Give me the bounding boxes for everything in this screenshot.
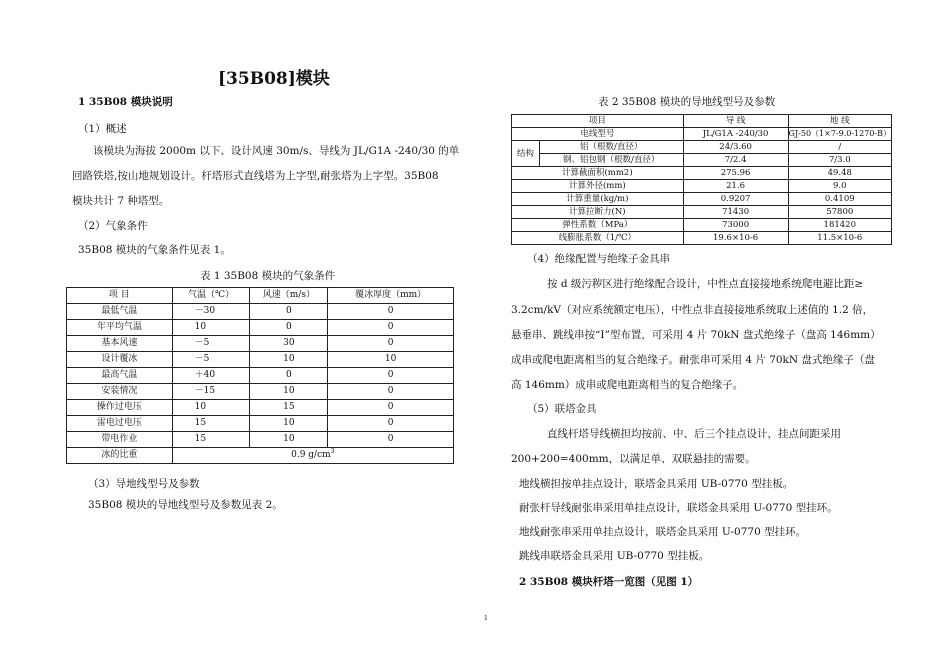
table-cell: / [788, 141, 891, 154]
table-cell: 57800 [788, 206, 891, 219]
table-cell: 年平均气温 [67, 320, 173, 336]
table-cell: 10 [250, 432, 328, 448]
table-cell: 0 [328, 368, 454, 384]
table-cell: ＋40 [172, 368, 250, 384]
table-cell: 最高气温 [67, 368, 173, 384]
table-cell: 0 [250, 304, 328, 320]
table-cell: 10 [250, 352, 328, 368]
table-row [512, 193, 892, 206]
table-row [67, 384, 454, 400]
table-cell: 基本风速 [67, 336, 173, 352]
table-cell: 15 [172, 432, 250, 448]
table-row [67, 304, 454, 320]
overview-line-3: 模块共计 7 种塔型。 [72, 195, 170, 207]
insulation-line-4: 成串或爬电距离相当的复合绝缘子。耐张串可采用 4 片 70kN 盘式绝缘子（盘 [511, 354, 875, 366]
table-cell: JL/G1A -240/30 [683, 128, 788, 141]
overview-line-1: 该模块为海拔 2000m 以下、设计风速 30m/s、导线为 JL/G1A -240/30 的单 [93, 145, 460, 157]
fitting-line-3: 地线横担按单挂点设计，联塔金具采用 UB-0770 型挂板。 [519, 478, 794, 490]
table-cell: 最低气温 [67, 304, 173, 320]
table-cell: 弹性系数（MPa） [512, 219, 684, 232]
section-1-heading: 1 35B08 模块说明 [78, 96, 173, 108]
ice-density-sup: 3 [330, 448, 335, 455]
table-cell: 铝（根数/直径） [539, 141, 683, 154]
header-cell: 地 线 [788, 115, 891, 128]
fitting-line-1: 直线杆塔导线横担均按前、中、后三个挂点设计，挂点间距采用 [547, 428, 841, 440]
table-cell: 49.48 [788, 167, 891, 180]
insulation-heading: （4）绝缘配置与绝缘子金具串 [527, 253, 671, 265]
table-cell: 雷电过电压 [67, 416, 173, 432]
table-cell: 操作过电压 [67, 400, 173, 416]
table-cell: 0 [328, 400, 454, 416]
header-cell: 气温（℃） [172, 288, 250, 304]
table-cell: 0 [250, 368, 328, 384]
header-cell: 项目 [512, 115, 684, 128]
table-cell: 275.96 [683, 167, 788, 180]
table-cell: 0 [328, 384, 454, 400]
table-row [67, 400, 454, 416]
table-cell: 71430 [683, 206, 788, 219]
table-cell: 181420 [788, 219, 891, 232]
table-cell: 0.9207 [683, 193, 788, 206]
table-cell: GJ-50（1×7-9.0-1270-B） [788, 128, 891, 141]
table-cell: 24/3.60 [683, 141, 788, 154]
table-cell: 15 [250, 400, 328, 416]
table-cell: 0.4109 [788, 193, 891, 206]
insulation-line-1: 按 d 级污秽区进行绝缘配合设计，中性点直接接地系统爬电避比距≥ [547, 278, 864, 290]
table-cell: －5 [172, 352, 250, 368]
overview-line-2: 回路铁塔,按山地规划设计。杆塔形式直线塔为上字型,耐张塔为上字型。35B08 [72, 170, 439, 182]
table-row [67, 448, 454, 464]
table-cell: 0 [328, 432, 454, 448]
overview-heading: （1）概述 [78, 123, 127, 135]
fitting-line-2: 200+200=400mm，以满足单、双联悬挂的需要。 [511, 453, 756, 465]
table-row [512, 154, 892, 167]
table-cell: 19.6×10-6 [683, 232, 788, 245]
table-cell: 冰的比重 [67, 448, 173, 464]
weather-line: 35B08 模块的气象条件见表 1。 [78, 244, 231, 256]
conductor-heading: （3）导地线型号及参数 [88, 478, 200, 490]
table-cell: 线膨胀系数（1/℃） [512, 232, 684, 245]
table-cell: 计算截面积(mm2) [512, 167, 684, 180]
header-cell: 风速（m/s） [250, 288, 328, 304]
table-cell: 10 [250, 384, 328, 400]
fitting-line-6: 跳线串联塔金具采用 UB-0770 型挂板。 [519, 550, 710, 562]
conductor-table [511, 114, 892, 245]
table-row [512, 180, 892, 193]
table-cell: －5 [172, 336, 250, 352]
table-cell: 73000 [683, 219, 788, 232]
table-cell: 21.6 [683, 180, 788, 193]
conductor-table-header [512, 115, 892, 128]
fitting-heading: （5）联塔金具 [527, 403, 597, 415]
table-cell: 计算拉断力(N) [512, 206, 684, 219]
table-row [67, 432, 454, 448]
table-row [67, 416, 454, 432]
table-row [512, 232, 892, 245]
table-cell: 11.5×10-6 [788, 232, 891, 245]
table-row [67, 368, 454, 384]
header-cell: 项 目 [67, 288, 173, 304]
table2-caption: 表 2 35B08 模块的导地线型号及参数 [598, 96, 776, 108]
weather-table [66, 287, 454, 464]
header-cell: 导 线 [683, 115, 788, 128]
weather-heading: （2）气象条件 [78, 220, 148, 232]
table-row [512, 141, 892, 154]
table-cell: 30 [250, 336, 328, 352]
table-cell: 9.0 [788, 180, 891, 193]
table-cell: 0 [328, 336, 454, 352]
insulation-line-2: 3.2cm/kV（对应系统额定电压），中性点非直接接地系统取上述值的 1.2 倍， [511, 304, 874, 316]
ice-density-value: 0.9 g/cm [291, 450, 331, 460]
table-cell: 0 [328, 416, 454, 432]
section-2-heading: 2 35B08 模块杆塔一览图（见图 1） [519, 576, 699, 588]
insulation-line-5: 高 146mm）成串或爬电距离相当的复合绝缘子。 [511, 379, 744, 391]
fitting-line-5: 地线耐张串采用单挂点设计，联塔金具采用 U-0770 型挂环。 [519, 526, 807, 538]
header-cell: 覆冰厚度（mm） [328, 288, 454, 304]
fitting-line-4: 耐张杆导线耐张串采用单挂点设计，联塔金具采用 U-0770 型挂环。 [519, 502, 838, 514]
table-cell: 0 [250, 320, 328, 336]
table1-caption: 表 1 35B08 模块的气象条件 [200, 270, 336, 282]
page-number: 1 [484, 615, 488, 622]
page-title: [35B08]模块 [218, 69, 330, 89]
table-row [67, 352, 454, 368]
table-cell: 0 [328, 320, 454, 336]
conductor-line: 35B08 模块的导地线型号及参数见表 2。 [88, 499, 283, 511]
table-cell: 15 [172, 416, 250, 432]
table-cell: 10 [172, 320, 250, 336]
table-row [512, 167, 892, 180]
table-row [67, 336, 454, 352]
weather-table-header [67, 288, 454, 304]
table-cell: 7/3.0 [788, 154, 891, 167]
ice-density-cell [172, 448, 453, 464]
table-cell: －30 [172, 304, 250, 320]
table-row [512, 206, 892, 219]
table-row [512, 219, 892, 232]
table-cell: 电线型号 [512, 128, 684, 141]
table-cell: 7/2.4 [683, 154, 788, 167]
table-cell: 钢、铝包钢（根数/直径） [539, 154, 683, 167]
table-cell: 带电作业 [67, 432, 173, 448]
table-row [67, 320, 454, 336]
table-cell: 安装情况 [67, 384, 173, 400]
structure-label: 结构 [512, 141, 540, 167]
insulation-line-3: 悬垂串、跳线串按“I”型布置，可采用 4 片 70kN 盘式绝缘子（盘高 146mm） [511, 329, 881, 341]
table-cell: 计算重量(kg/m) [512, 193, 684, 206]
table-cell: 设计覆冰 [67, 352, 173, 368]
table-row [512, 128, 892, 141]
table-cell: 0 [328, 304, 454, 320]
table-cell: 10 [250, 416, 328, 432]
table-cell: 10 [172, 400, 250, 416]
table-cell: 计算外径(mm) [512, 180, 684, 193]
table-cell: 10 [328, 352, 454, 368]
table-cell: －15 [172, 384, 250, 400]
